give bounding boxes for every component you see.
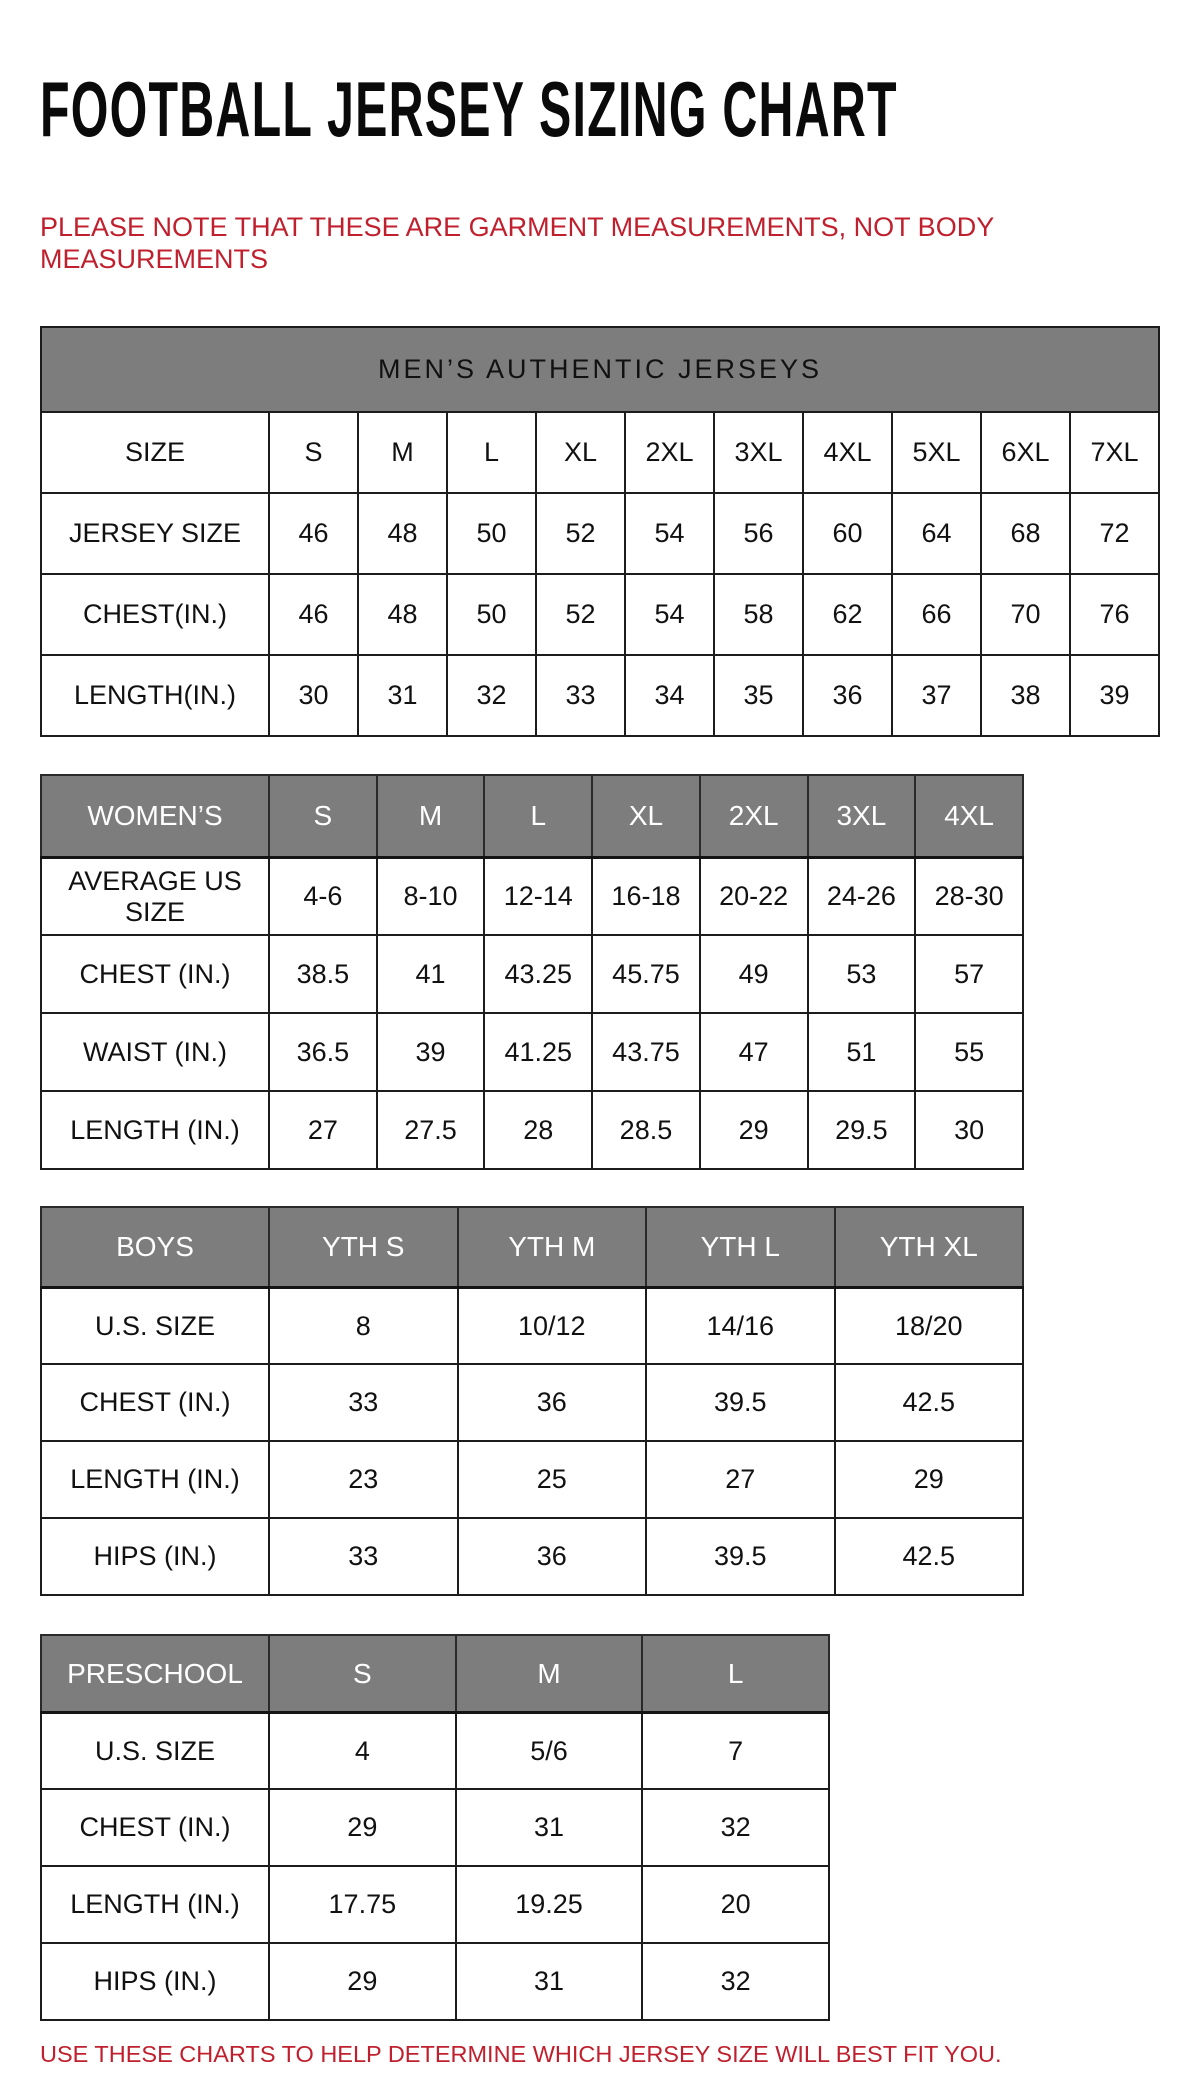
preschool-row-label: LENGTH (IN.) <box>41 1866 269 1943</box>
mens-value-cell: 56 <box>714 493 803 574</box>
womens-value-cell: 51 <box>808 1013 916 1091</box>
boys-value-cell: 39.5 <box>646 1364 835 1441</box>
boys-row-label: HIPS (IN.) <box>41 1518 269 1595</box>
womens-value-cell: 29 <box>700 1091 808 1169</box>
preschool-table-row <box>41 1789 829 1866</box>
boys-value-cell: 23 <box>269 1441 458 1518</box>
boys-value-cell: 14/16 <box>646 1287 835 1364</box>
womens-value-cell: 43.75 <box>592 1013 700 1091</box>
mens-value-cell: 39 <box>1070 655 1159 736</box>
preschool-value-cell: 32 <box>642 1789 829 1866</box>
preschool-sizing-table <box>40 1634 830 2021</box>
preschool-table-row <box>41 1712 829 1789</box>
preschool-value-cell: 31 <box>456 1789 643 1866</box>
preschool-row-label: U.S. SIZE <box>41 1712 269 1789</box>
womens-value-cell: 27 <box>269 1091 377 1169</box>
mens-value-cell: 36 <box>803 655 892 736</box>
womens-value-cell: 53 <box>808 935 916 1013</box>
preschool-table-row <box>41 1866 829 1943</box>
mens-value-cell: 50 <box>447 493 536 574</box>
mens-header-cell-6xl: 6XL <box>981 412 1070 493</box>
mens-header-cell-s: S <box>269 412 358 493</box>
womens-value-cell: 27.5 <box>377 1091 485 1169</box>
mens-table-row <box>41 493 1159 574</box>
mens-value-cell: 46 <box>269 574 358 655</box>
boys-value-cell: 29 <box>835 1441 1024 1518</box>
mens-banner: MEN’S AUTHENTIC JERSEYS <box>41 327 1159 412</box>
preschool-value-cell: 29 <box>269 1789 456 1866</box>
preschool-value-cell: 31 <box>456 1943 643 2020</box>
preschool-header-label: PRESCHOOL <box>41 1635 269 1712</box>
womens-value-cell: 45.75 <box>592 935 700 1013</box>
mens-value-cell: 76 <box>1070 574 1159 655</box>
womens-sizing-table <box>40 774 1024 1170</box>
womens-value-cell: 28 <box>484 1091 592 1169</box>
womens-header-cell-4xl: 4XL <box>915 775 1023 857</box>
preschool-row-label: CHEST (IN.) <box>41 1789 269 1866</box>
mens-value-cell: 48 <box>358 493 447 574</box>
mens-value-cell: 37 <box>892 655 981 736</box>
womens-row-label: AVERAGE US SIZE <box>41 857 269 935</box>
preschool-value-cell: 4 <box>269 1712 456 1789</box>
womens-value-cell: 16-18 <box>592 857 700 935</box>
fit-advice-note: USE THESE CHARTS TO HELP DETERMINE WHICH JERSEY SIZE WILL BEST FIT YOU. <box>40 2041 1002 2068</box>
womens-header-cell-m: M <box>377 775 485 857</box>
mens-row-label: JERSEY SIZE <box>41 493 269 574</box>
mens-value-cell: 33 <box>536 655 625 736</box>
womens-table-row <box>41 935 1023 1013</box>
mens-header-cell-2xl: 2XL <box>625 412 714 493</box>
boys-header-label: BOYS <box>41 1207 269 1287</box>
mens-value-cell: 38 <box>981 655 1070 736</box>
womens-value-cell: 12-14 <box>484 857 592 935</box>
womens-row-label: LENGTH (IN.) <box>41 1091 269 1169</box>
preschool-value-cell: 17.75 <box>269 1866 456 1943</box>
mens-header-cell-m: M <box>358 412 447 493</box>
womens-value-cell: 24-26 <box>808 857 916 935</box>
preschool-value-cell: 7 <box>642 1712 829 1789</box>
mens-value-cell: 72 <box>1070 493 1159 574</box>
womens-value-cell: 49 <box>700 935 808 1013</box>
preschool-value-cell: 19.25 <box>456 1866 643 1943</box>
womens-value-cell: 47 <box>700 1013 808 1091</box>
womens-row-label: CHEST (IN.) <box>41 935 269 1013</box>
womens-header-cell-3xl: 3XL <box>808 775 916 857</box>
boys-value-cell: 33 <box>269 1364 458 1441</box>
mens-value-cell: 35 <box>714 655 803 736</box>
boys-table-row <box>41 1364 1023 1441</box>
mens-header-cell-xl: XL <box>536 412 625 493</box>
preschool-value-cell: 29 <box>269 1943 456 2020</box>
womens-header-cell-xl: XL <box>592 775 700 857</box>
womens-value-cell: 41.25 <box>484 1013 592 1091</box>
mens-value-cell: 54 <box>625 574 714 655</box>
womens-value-cell: 38.5 <box>269 935 377 1013</box>
mens-header-cell-5xl: 5XL <box>892 412 981 493</box>
boys-row-label: U.S. SIZE <box>41 1287 269 1364</box>
womens-value-cell: 41 <box>377 935 485 1013</box>
mens-value-cell: 62 <box>803 574 892 655</box>
boys-table-row <box>41 1287 1023 1364</box>
mens-header-cell-4xl: 4XL <box>803 412 892 493</box>
boys-value-cell: 42.5 <box>835 1518 1024 1595</box>
boys-sizing-table <box>40 1206 1024 1596</box>
womens-table-row <box>41 1091 1023 1169</box>
mens-value-cell: 46 <box>269 493 358 574</box>
boys-value-cell: 10/12 <box>458 1287 647 1364</box>
womens-header-label: WOMEN’S <box>41 775 269 857</box>
preschool-value-cell: 20 <box>642 1866 829 1943</box>
mens-value-cell: 50 <box>447 574 536 655</box>
mens-header-cell-l: L <box>447 412 536 493</box>
boys-header-cell-yth-l: YTH L <box>646 1207 835 1287</box>
womens-header-cell-s: S <box>269 775 377 857</box>
boys-value-cell: 36 <box>458 1518 647 1595</box>
womens-value-cell: 39 <box>377 1013 485 1091</box>
mens-value-cell: 31 <box>358 655 447 736</box>
womens-row-label: WAIST (IN.) <box>41 1013 269 1091</box>
mens-value-cell: 52 <box>536 493 625 574</box>
boys-value-cell: 8 <box>269 1287 458 1364</box>
boys-header-cell-yth-xl: YTH XL <box>835 1207 1024 1287</box>
preschool-table-row <box>41 1943 829 2020</box>
preschool-header-cell-m: M <box>456 1635 643 1712</box>
preschool-row-label: HIPS (IN.) <box>41 1943 269 2020</box>
boys-value-cell: 18/20 <box>835 1287 1024 1364</box>
mens-sizing-table <box>40 326 1160 737</box>
mens-value-cell: 30 <box>269 655 358 736</box>
page-title: FOOTBALL JERSEY SIZING CHART <box>40 65 898 154</box>
mens-table-row <box>41 574 1159 655</box>
mens-row-label: LENGTH(IN.) <box>41 655 269 736</box>
boys-value-cell: 25 <box>458 1441 647 1518</box>
womens-value-cell: 43.25 <box>484 935 592 1013</box>
mens-value-cell: 70 <box>981 574 1070 655</box>
boys-value-cell: 27 <box>646 1441 835 1518</box>
womens-header-cell-l: L <box>484 775 592 857</box>
mens-value-cell: 34 <box>625 655 714 736</box>
mens-value-cell: 48 <box>358 574 447 655</box>
mens-value-cell: 64 <box>892 493 981 574</box>
mens-header-label: SIZE <box>41 412 269 493</box>
womens-value-cell: 55 <box>915 1013 1023 1091</box>
garment-measurement-note: PLEASE NOTE THAT THESE ARE GARMENT MEASUREMENTS, NOT BODY MEASUREMENTS <box>40 211 994 275</box>
boys-table-row <box>41 1518 1023 1595</box>
mens-row-label: CHEST(IN.) <box>41 574 269 655</box>
mens-header-cell-3xl: 3XL <box>714 412 803 493</box>
mens-value-cell: 68 <box>981 493 1070 574</box>
mens-value-cell: 60 <box>803 493 892 574</box>
mens-value-cell: 54 <box>625 493 714 574</box>
womens-table-row <box>41 1013 1023 1091</box>
boys-header-cell-yth-s: YTH S <box>269 1207 458 1287</box>
womens-value-cell: 30 <box>915 1091 1023 1169</box>
mens-value-cell: 52 <box>536 574 625 655</box>
womens-value-cell: 36.5 <box>269 1013 377 1091</box>
boys-table-row <box>41 1441 1023 1518</box>
mens-table-row <box>41 655 1159 736</box>
preschool-value-cell: 5/6 <box>456 1712 643 1789</box>
preschool-header-cell-s: S <box>269 1635 456 1712</box>
womens-value-cell: 28.5 <box>592 1091 700 1169</box>
preschool-value-cell: 32 <box>642 1943 829 2020</box>
womens-value-cell: 8-10 <box>377 857 485 935</box>
mens-value-cell: 58 <box>714 574 803 655</box>
boys-value-cell: 33 <box>269 1518 458 1595</box>
mens-value-cell: 66 <box>892 574 981 655</box>
womens-value-cell: 28-30 <box>915 857 1023 935</box>
womens-header-cell-2xl: 2XL <box>700 775 808 857</box>
boys-value-cell: 42.5 <box>835 1364 1024 1441</box>
womens-value-cell: 20-22 <box>700 857 808 935</box>
mens-value-cell: 32 <box>447 655 536 736</box>
boys-value-cell: 39.5 <box>646 1518 835 1595</box>
womens-value-cell: 29.5 <box>808 1091 916 1169</box>
preschool-header-cell-l: L <box>642 1635 829 1712</box>
womens-value-cell: 57 <box>915 935 1023 1013</box>
boys-row-label: LENGTH (IN.) <box>41 1441 269 1518</box>
boys-header-cell-yth-m: YTH M <box>458 1207 647 1287</box>
mens-header-cell-7xl: 7XL <box>1070 412 1159 493</box>
boys-row-label: CHEST (IN.) <box>41 1364 269 1441</box>
womens-value-cell: 4-6 <box>269 857 377 935</box>
womens-table-row <box>41 857 1023 935</box>
boys-value-cell: 36 <box>458 1364 647 1441</box>
